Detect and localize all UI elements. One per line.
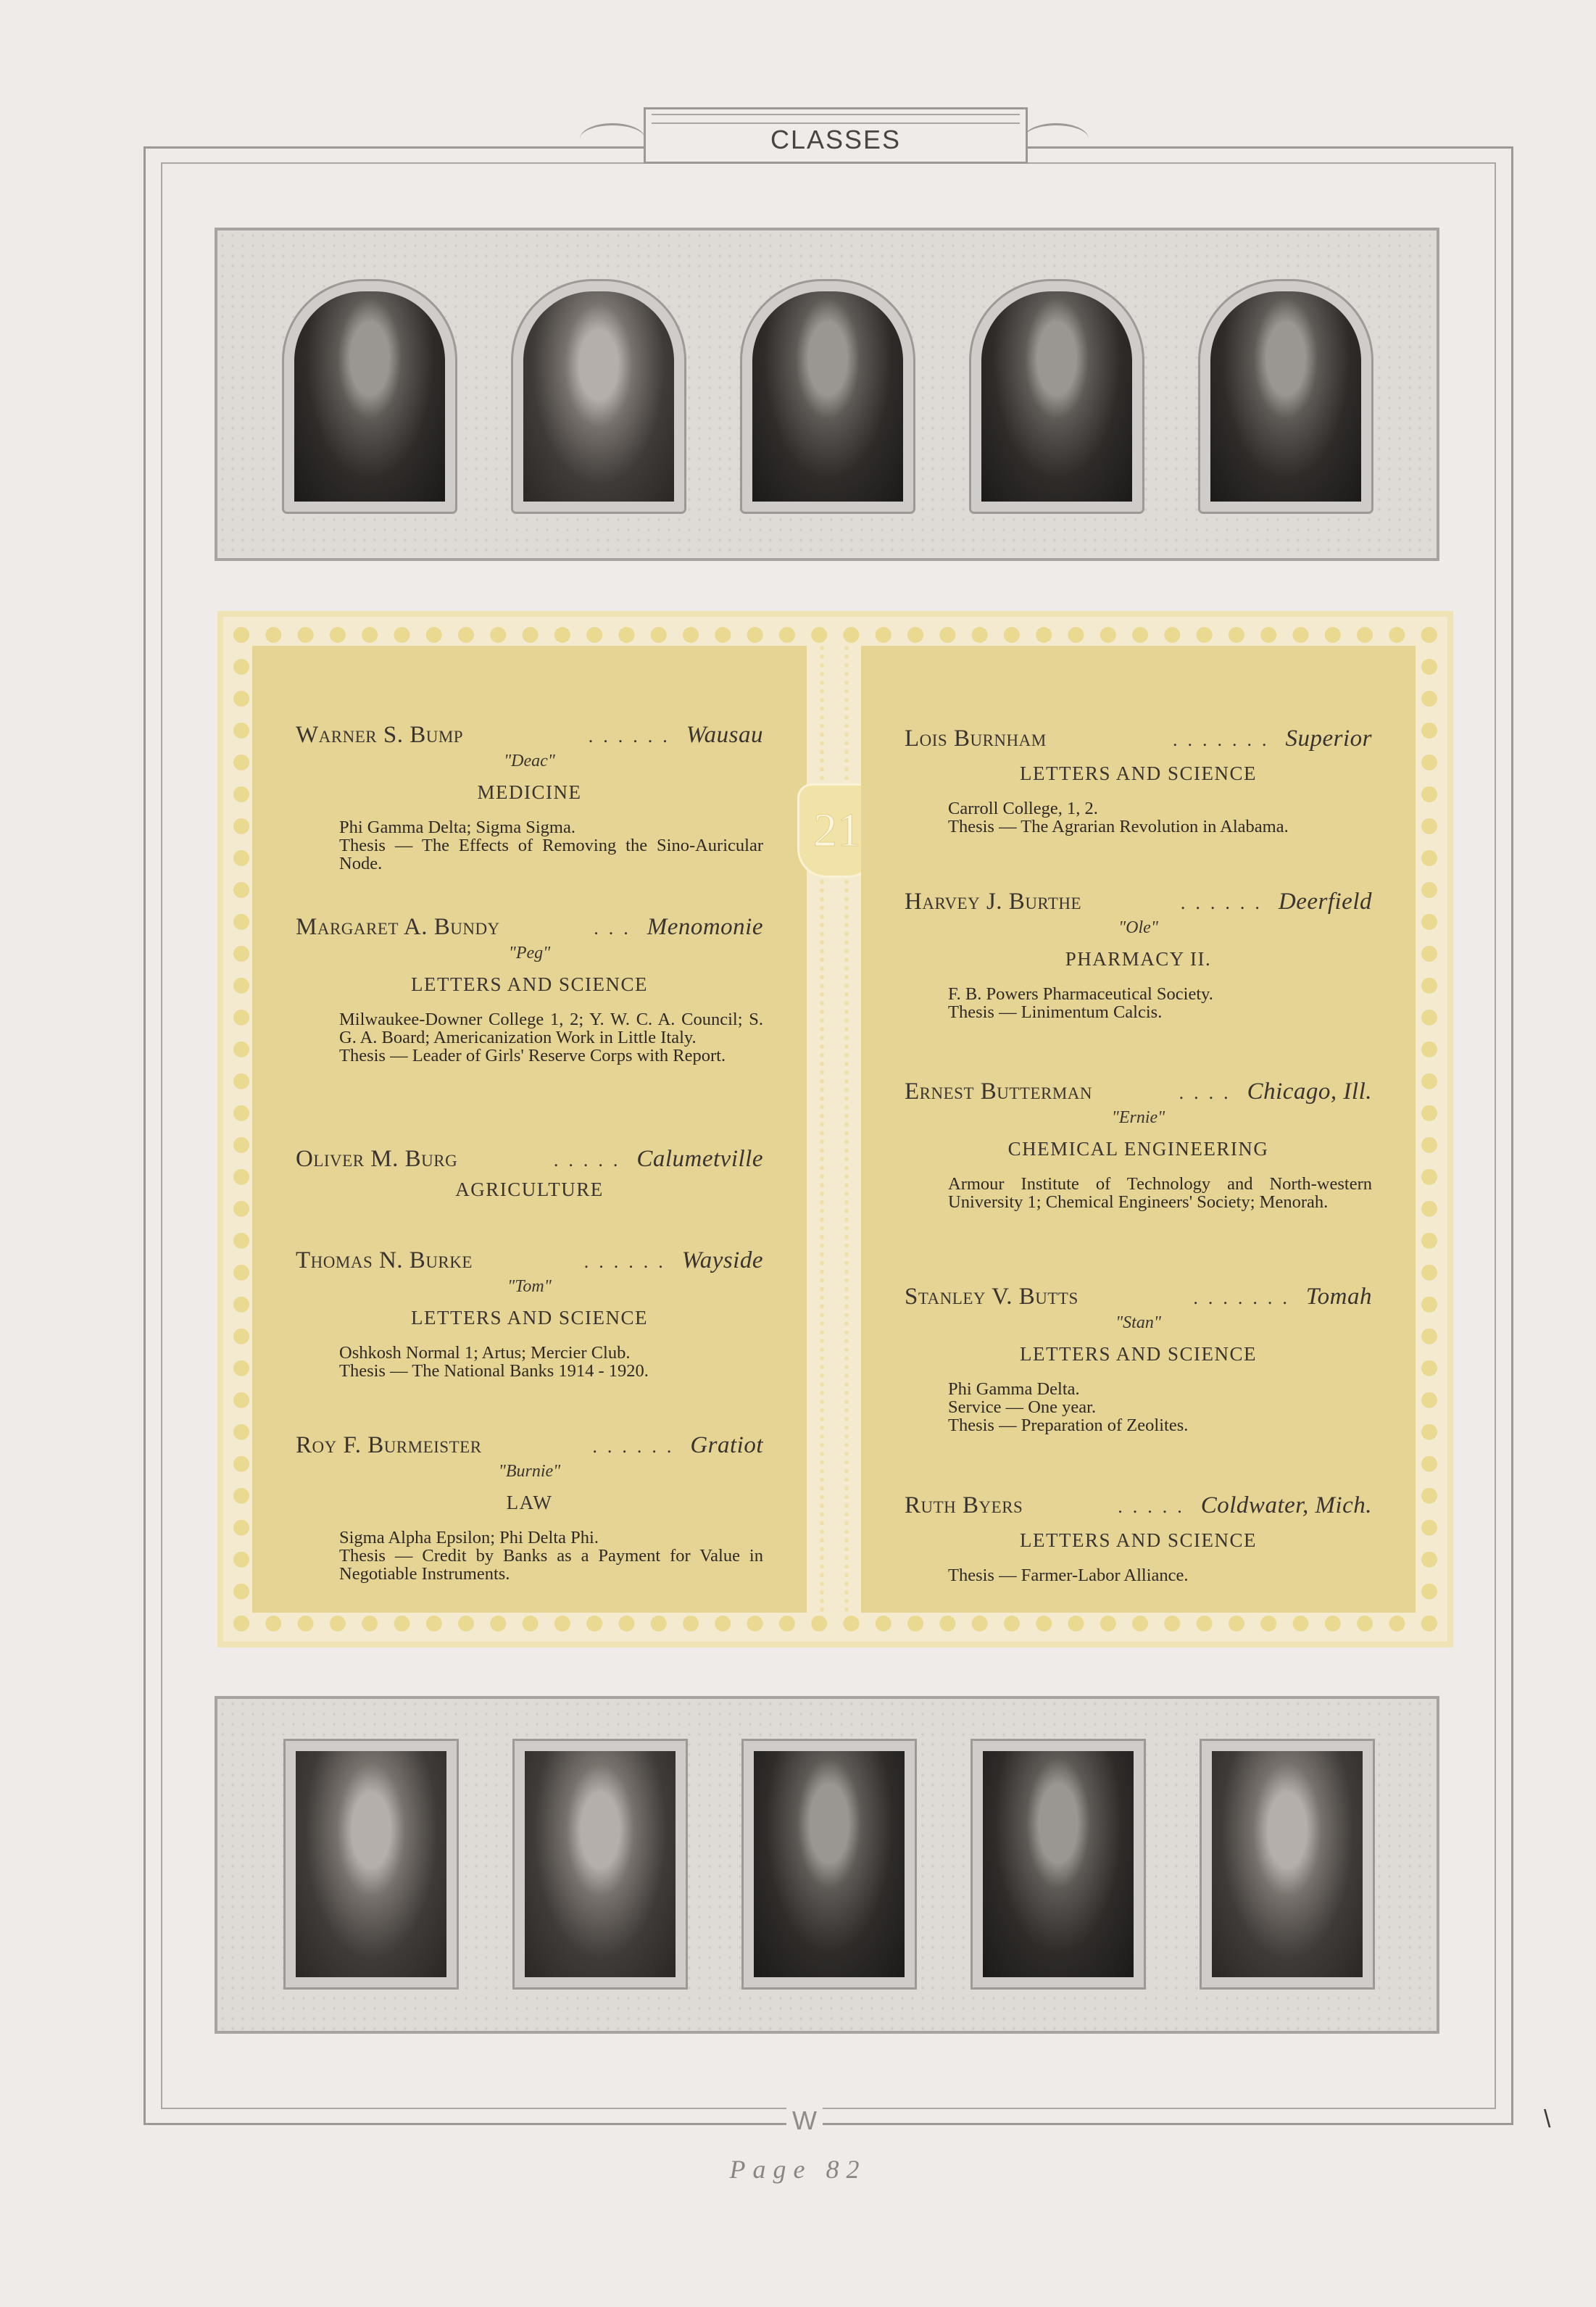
student-name: Ernest Butterman xyxy=(905,1078,1093,1105)
student-town: Calumetville xyxy=(636,1146,763,1172)
student-detail: Thesis — The Agrarian Revolution in Alabama. xyxy=(948,817,1289,836)
student-town: Tomah xyxy=(1305,1284,1372,1310)
student-entry: Stanley V. Butts ....... Tomah "Stan" LETTERS AND SCIENCE Phi Gamma Delta. Service — One year. Thesis — Preparation of Zeolites. xyxy=(905,1284,1372,1435)
student-name: Thomas N. Burke xyxy=(296,1247,473,1273)
student-town: Wausau xyxy=(686,722,763,748)
student-name: Harvey J. Burthe xyxy=(905,889,1082,915)
student-nickname: "Tom" xyxy=(507,1277,552,1296)
student-entry: Lois Burnham ....... Superior LETTERS AND SCIENCE Carroll College, 1, 2. Thesis — The Agrarian Revolution in Alabama. xyxy=(905,726,1372,836)
student-department: PHARMACY II. xyxy=(1065,948,1212,970)
student-detail: Milwaukee-Downer College 1, 2; Y. W. C. A. Council; S. G. A. Board; Americanization Work in Little Italy. xyxy=(339,1010,763,1047)
student-town: Menomonie xyxy=(647,914,763,940)
student-town: Coldwater, Mich. xyxy=(1200,1492,1372,1518)
student-detail: Thesis — The National Banks 1914 - 1920. xyxy=(339,1361,649,1381)
student-entry: Oliver M. Burg ..... Calumetville AGRICULTURE xyxy=(296,1146,763,1200)
student-department: MEDICINE xyxy=(477,781,582,803)
w-monogram: W xyxy=(786,2106,823,2136)
student-detail: Carroll College, 1, 2. xyxy=(948,799,1098,818)
student-detail: Thesis — Preparation of Zeolites. xyxy=(948,1416,1189,1435)
student-detail: Phi Gamma Delta. xyxy=(948,1379,1080,1399)
student-department: AGRICULTURE xyxy=(455,1179,604,1200)
student-entry: Ruth Byers ..... Coldwater, Mich. LETTERS AND SCIENCE Thesis — Farmer-Labor Alliance. xyxy=(905,1492,1372,1585)
page-title: CLASSES xyxy=(770,125,902,154)
student-detail: Service — One year. xyxy=(948,1397,1097,1417)
student-department: LETTERS AND SCIENCE xyxy=(410,973,648,995)
entries-panel xyxy=(217,611,1453,1647)
portrait-photo xyxy=(513,281,684,512)
student-name: Ruth Byers xyxy=(905,1492,1023,1518)
student-nickname: "Ole" xyxy=(1118,918,1158,937)
student-detail: Sigma Alpha Epsilon; Phi Delta Phi. xyxy=(339,1528,599,1547)
student-name: Stanley V. Butts xyxy=(905,1284,1078,1310)
student-detail: Phi Gamma Delta; Sigma Sigma. xyxy=(339,818,575,837)
student-entry: Thomas N. Burke ...... Wayside "Tom" LETTERS AND SCIENCE Oshkosh Normal 1; Artus; Mercier Club. Thesis — The National Banks 1914 - 1920. xyxy=(296,1247,763,1381)
student-detail: Thesis — The Effects of Removing the Sino-Auricular Node. xyxy=(339,836,763,873)
student-nickname: "Stan" xyxy=(1115,1313,1161,1332)
student-department: LETTERS AND SCIENCE xyxy=(1019,1529,1257,1551)
portrait-photo xyxy=(744,1741,915,1987)
portrait-photo xyxy=(1200,281,1371,512)
student-name: Warner S. Bump xyxy=(296,722,464,748)
student-entry: Roy F. Burmeister ...... Gratiot "Burnie" LAW Sigma Alpha Epsilon; Phi Delta Phi. Thesis — Credit by Banks as a Payment for Value in Negotiable Instruments. xyxy=(296,1432,763,1584)
portrait-photo xyxy=(284,281,455,512)
portrait-photo xyxy=(515,1741,686,1987)
header-scroll-left-ornament xyxy=(580,123,645,154)
student-town: Wayside xyxy=(681,1247,763,1273)
student-name: Roy F. Burmeister xyxy=(296,1432,482,1458)
student-detail: Oshkosh Normal 1; Artus; Mercier Club. xyxy=(339,1343,631,1363)
student-town: Deerfield xyxy=(1278,889,1372,915)
left-entries-column xyxy=(252,646,807,1613)
portrait-photo xyxy=(973,1741,1144,1987)
student-department: LAW xyxy=(506,1492,553,1513)
student-department: LETTERS AND SCIENCE xyxy=(1019,762,1257,784)
edge-mark: \ xyxy=(1544,2106,1551,2133)
student-nickname: "Deac" xyxy=(504,752,555,770)
student-nickname: "Peg" xyxy=(508,944,551,963)
student-entry: Margaret A. Bundy ... Menomonie "Peg" LETTERS AND SCIENCE Milwaukee-Downer College 1, 2; Y. W. C. A. Council; S. G. A. Board; Americanization Work in Little Italy. Thesis — Leader of Girls' Reserve Corps with Report. xyxy=(296,914,763,1065)
student-nickname: "Burnie" xyxy=(498,1462,561,1481)
student-detail: Armour Institute of Technology and North-western University 1; Chemical Engineers' Society; Menorah. xyxy=(948,1174,1372,1212)
student-department: CHEMICAL ENGINEERING xyxy=(1007,1138,1269,1160)
portrait-photo xyxy=(286,1741,457,1987)
student-entry: Harvey J. Burthe ...... Deerfield "Ole" PHARMACY II. F. B. Powers Pharmaceutical Society. Thesis — Linimentum Calcis. xyxy=(905,889,1372,1022)
portrait-photo xyxy=(971,281,1142,512)
header-scroll-right-ornament xyxy=(1023,123,1089,154)
student-department: LETTERS AND SCIENCE xyxy=(1019,1343,1257,1365)
student-entry: Warner S. Bump ...... Wausau "Deac" MEDICINE Phi Gamma Delta; Sigma Sigma. Thesis — The Effects of Removing the Sino-Auricular Node. xyxy=(296,722,763,873)
student-detail: Thesis — Linimentum Calcis. xyxy=(948,1002,1163,1022)
top-portrait-strip xyxy=(215,228,1439,561)
student-name: Lois Burnham xyxy=(905,726,1047,752)
student-detail: Thesis — Leader of Girls' Reserve Corps with Report. xyxy=(339,1046,726,1065)
portrait-photo xyxy=(742,281,913,512)
student-town: Chicago, Ill. xyxy=(1247,1078,1372,1105)
student-detail: Thesis — Credit by Banks as a Payment for Value in Negotiable Instruments. xyxy=(339,1546,763,1584)
student-town: Superior xyxy=(1285,726,1372,752)
portrait-photo xyxy=(1202,1741,1373,1987)
class-year-number: 21 xyxy=(813,804,861,857)
student-detail: Thesis — Farmer-Labor Alliance. xyxy=(948,1566,1189,1585)
student-nickname: "Ernie" xyxy=(1111,1108,1165,1127)
student-department: LETTERS AND SCIENCE xyxy=(410,1307,648,1329)
bottom-portrait-strip xyxy=(215,1696,1439,2034)
header-plaque xyxy=(644,107,1028,164)
student-entry: Ernest Butterman .... Chicago, Ill. "Ernie" CHEMICAL ENGINEERING Armour Institute of Technology and North-western University 1; Chemical Engineers' Society; Menorah. xyxy=(905,1078,1372,1212)
student-detail: F. B. Powers Pharmaceutical Society. xyxy=(948,984,1213,1004)
student-town: Gratiot xyxy=(690,1432,763,1458)
student-name: Margaret A. Bundy xyxy=(296,914,500,940)
right-entries-column xyxy=(861,646,1416,1613)
page-number: Page 82 xyxy=(729,2155,867,2184)
student-name: Oliver M. Burg xyxy=(296,1146,458,1172)
